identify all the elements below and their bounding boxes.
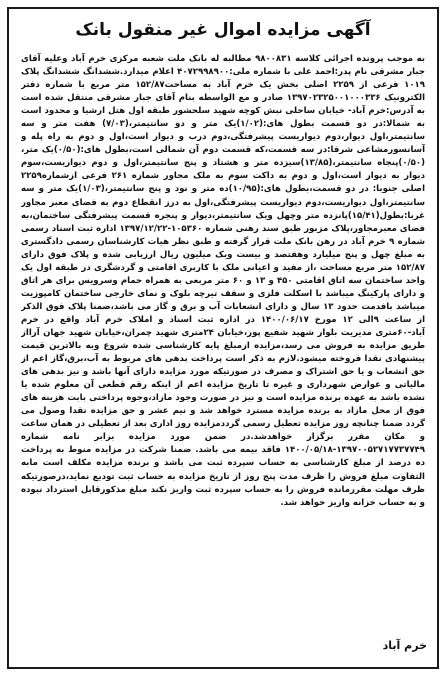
notice-title: آگهی مزایده اموال غیر منقول بانک bbox=[75, 20, 371, 40]
notice-frame bbox=[7, 7, 439, 669]
notice-signature: خرم آباد bbox=[382, 639, 427, 652]
notice-body: به موجب پرونده اجرائی کلاسه ۹۸۰۰۸۳۱ مطالبه له بانک ملت شعبه مرکزی خرم آباد وعلیه آقای جبار مشرقی نام پدر:احمد علی با شماره ملی:۴۰۷۲۹۹۸۹۰۰ اعلام میدارد.ششدانگ ششدانگ پلاک ۱۰۱۹ فرعی از ۲۲۵۹ اصلی بخش یک خرم آباد به مساحت۱۵۲/۸۷ متر مربع با شماره دفتر الکترونیک ۱۳۹۷۰۲۳۲۵۰۰۱۰۰۰۳۳۶ صادر و مع الواسطه بنام آقای جبار مشرقی منتقل شده است به آدرس:خرم آباد- خیابان ساحلی نبش کوچه شهید سلحشور طبقه اول هتل ارشیا و محدود است به شمالا:در دو قسمت بطول های:(۱/۰۲)یک متر و دو سانتیمتر،(۷/۰۳) هفت متر و سه سانتیمتر،اول دیوار،دوم دیواریست پیشرفتگی،دوم درب و دیوار است،اول و دوم به راه پله و آسانسورمشاعی شرقا:در سه قسمت،که قسمت دوم آن شمالی است،بطول های:(۰/۵۰)یک متر،(۰/۵۰)پنجاه سانتیمتر،(۱۳/۸۵)سیزده متر و هشتاد و پنج سانتیمتر،اول و دوم دیواریست،سوم دیوار به دیوار است،اول و دوم به داکت سوم به ملک مجاور شماره ۲۶۱ فرعی ازشماره۲۲۵۹ اصلی جنوبا: در دو قسمت،بطول های:(۱۰/۹۵)ده متر و نود و پنج سانتیمتر،(۱/۰۳)یک متر و سه سانتیمتر،اول دیواریست،دوم دیواریست پیشرفتگی،اول به درز انقطاع دوم به فضای معبر مجاور غربا:بطول(۱۵/۴۱)پانزده متر وچهل ویک سانتیمتر،دیوار و پنجره قسمت پیشرفتگی ساختمان،به فضای معبرمجاور،پلاک مزبور طبق سند رهنی شماره ۱۰۵۳۶۰-۱۳۹۷/۱۲/۲۲ اداره ثبت اسناد رسمی شماره ۹ خرم آباد در رهن بانک ملت قرار گرفته و طبق نظر هیات کارشناسان رسمی دادگستری به مبلغ چهل و پنج میلیارد وهفتصد و بیست ویک میلیون ریال ارزیابی شده و پلاک فوق دارای ۱۵۲/۸۷ متر مربع مساحت ،از مفید و اعیانی ملک با کاربری اقامتی و گردشگری در طبقه اول یک واحد ساختمان سه اتاق اقامتی ۴۵۰ و ۱۳ و ۶۰ متر مربعی به همراه حمام وسرویس برای هر اتاق و دارای پارکینگ میباشد با اسکلت فلزی و سقف تیرچه بلوک و نمای خارجی ساختمان کامپوزیت میباشد بافدمت حدود ۱۳ سال و دارای انشعابات آب و برق و گاز می باشد،ضمنا پلاک فوق الذکر از ساعت ۹الی ۱۲ مورخ ۱۴۰۰/۰۶/۱۷ در اداره ثبت اسناد و املاک خرم آباد واقع در خرم آباد-۶۰متری مدیریت بلوار شهید شفیع پور،خیابان ۲۴متری شهید چمران،خیابان شهید جهان آرااز طریق مزایده به فروش می رسد،مزایده ازمبلغ پایه کارشناسی شده شروع وبه بالاترین قیمت پیشنهادی نقدا فروخته میشود.لازم به ذکر است پرداخت بدهی های مربوط به آب،برق،گاز اعم از حق انشعاب و یا حق اشتراک و مصرف در صورتیکه مورد مزایده دارای آنها باشد و نیز بدهی های مالیاتی و عوارض شهرداری و غیره تا تاریخ مزایده اعم از اینکه رقم قطعی آن معلوم شده یا نشده باشد به عهده برنده مزایده است و نیز در صورت وجود مازاد،وجوه پرداختی بابت هزینه های فوق از محل مازاد به برنده مزایده مسترد خواهد شد و نیم عشر و حق مزایده نقدا وصول می گردد ضمنا چنانچه روز مزایده تعطیل رسمی گرددمزایده روز اداری بعد از تعطیلی در همان ساعت و مکان مقرر برگزار خواهدشد.در ضمن مورد مزایده برابر نامه شماره ۱۳۹۷۰۰۵۲۷۱۷۷۳۷۷۴۹-۱۴۰۰/۰۵/۱۸ فاقد بیمه می باشد. ضمنا شرکت در مزایده منوط به پرداخت ده درصد از مبلغ کارشناسی به حساب سپرده ثبت می باشد و برنده مزایده مکلف است مابه التفاوت مبلغ فروش را ظرف مدت پنج روز از تاریخ مزایده به حساب ثبت تودیع نماید،درصورتیکه ظرف مهلت مقررمانده فروش را به حساب سپرده ثبت واریز نکند مبلغ مذکورقابل استرداد نبوده و به حساب خزانه واریز خواهد شد. bbox=[21, 54, 425, 508]
